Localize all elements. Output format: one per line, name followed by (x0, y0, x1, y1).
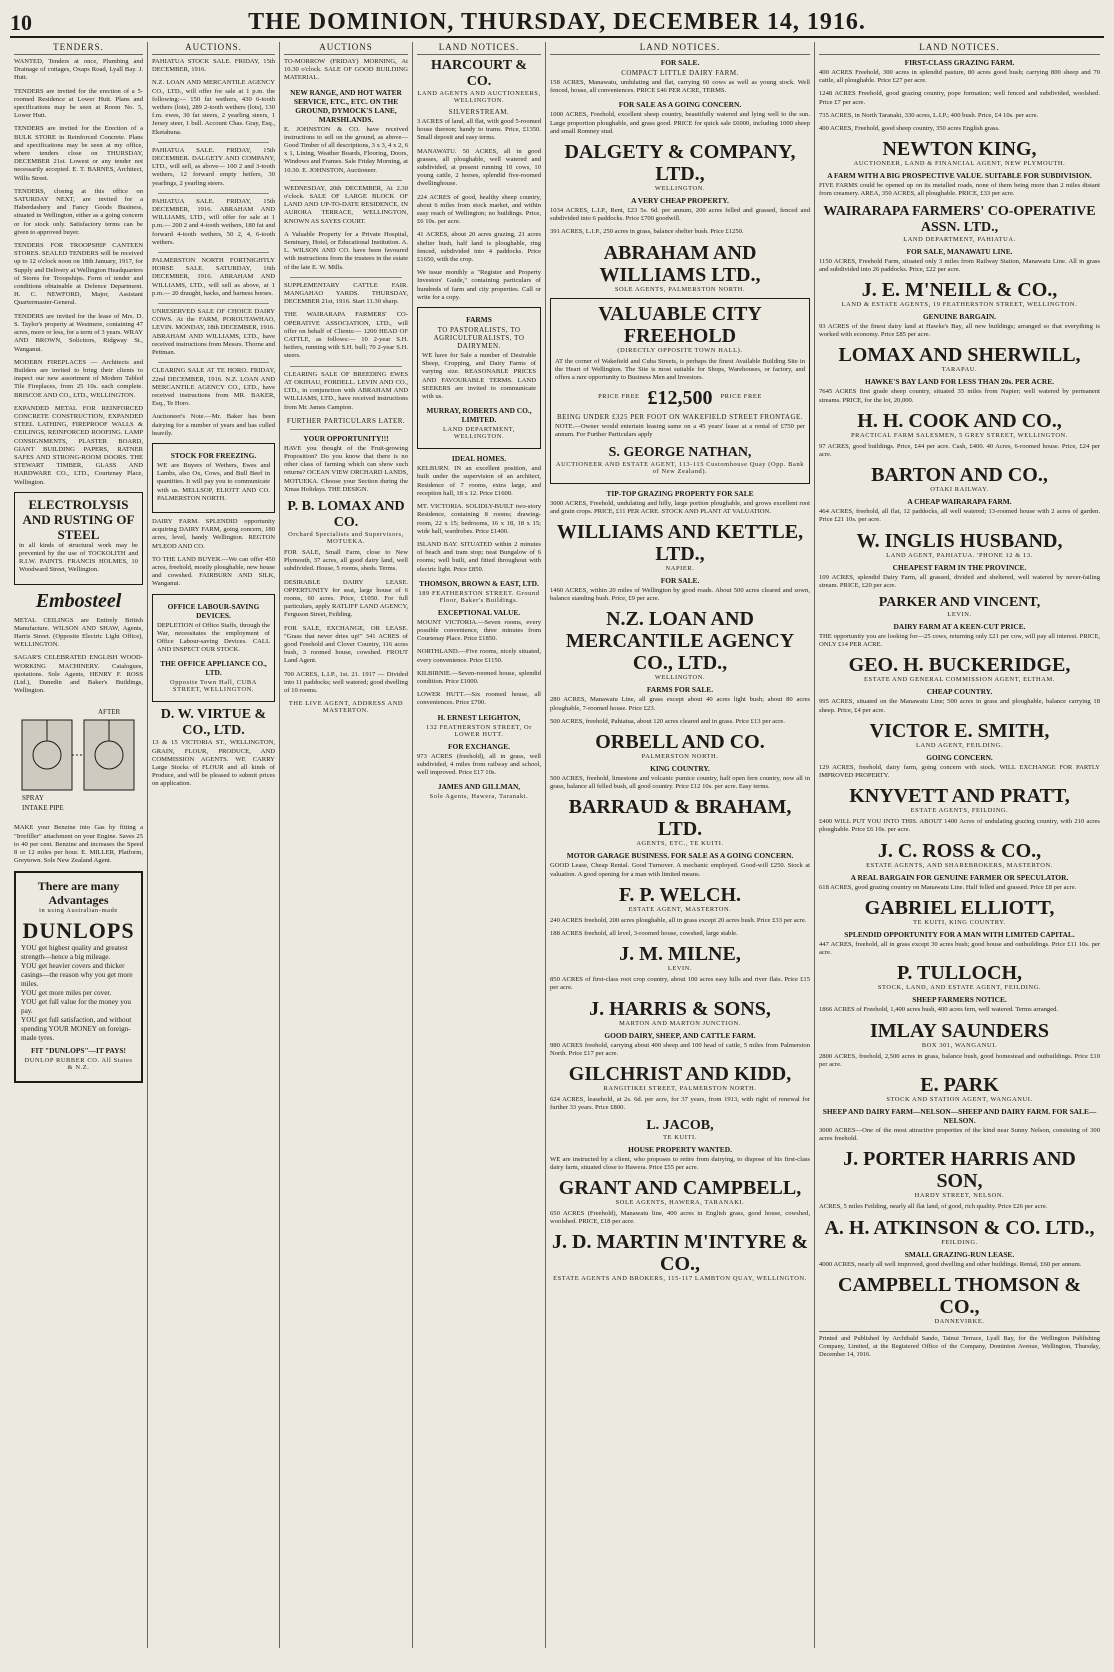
cheapest-body: 109 ACRES, splendid Dairy Farm, all grassed, divided and sheltered, well watered by never-failing stream. PRICE, £20 per acre. (819, 573, 1100, 589)
stock-ad (152, 443, 275, 513)
going-body: 129 ACRES, freehold, dairy farm, going concern with stock. WILL EXCHANGE FOR PARTLY IMPROVED PROPERTY. (819, 763, 1100, 780)
opportunity-title: YOUR OPPORTUNITY!!! (303, 433, 389, 443)
elliott-body: 618 ACRES, good grazing country on Manawatu Line. Half felled and grassed. Price £8 per acre. (819, 883, 1077, 891)
further-particulars: FURTHER PARTICULARS LATER. (286, 416, 406, 425)
park-firm: E. PARK (920, 1073, 999, 1096)
saunders-firm: IMLAY SAUNDERS (869, 1019, 1050, 1042)
grant-firm: GRANT AND CAMPBELL, (558, 1176, 802, 1199)
dunlop-point: YOU get highest quality and greatest strength—hence a big mileage. (21, 944, 128, 962)
sale-item: FOR SALE, Small Farm, close to New Plymouth, 37 acres, all good dairy land, well subdivided. House, 5 rooms, sheds. Terms. (284, 548, 408, 573)
jacob-body: 624 ACRES, leasehold, at 2s. 6d. per acre, for 37 years, from 1913, with right of renewal for further 33 years. Price £800. (550, 1096, 810, 1112)
tender-item: TENDERS FOR TROOPSHIP CANTEEN STORES. SEALED TENDERS will be received up to 12 o'clock noon on 18th January, 1917, for Supply and Delivery at Wellington Headquarters of Stores for Troopships. Form of tender and conditions obtainable at Defence Department. H. C. NEWFORD, Major, Assistant Quartermaster-General. (14, 242, 143, 307)
tulloch-title: SPLENDID OPPORTUNITY FOR A MAN WITH LIMITED CAPITAL. (844, 929, 1075, 939)
saunders-sub: BOX 301, WANGANUI. (921, 1041, 998, 1049)
campbell-firm: CAMPBELL THOMSON & CO., (838, 1273, 1081, 1318)
lomax-sub: Orchard Specialists and Supervisors, MOTUEKA. (288, 530, 404, 545)
house-title: HOUSE PROPERTY WANTED. (628, 1144, 732, 1154)
newspaper-page (10, 6, 1104, 1656)
tender-item: TENDERS are invited for the lease of Mrs. D. S. Taylor's property at Westmere, containing 47 acres, more or less, for a term of 3 years. WRAY AND BROWN, Solicitors, Ridgway St., Wanganui. (14, 312, 143, 353)
spray-illustration (14, 700, 143, 820)
price-free-right: PRICE FREE (720, 392, 762, 400)
dairy-body: THE opportunity you are looking for—25 cows, returning only £21 per cow, will pay all interest. PRICE, ONLY £14 PER ACRE. (819, 633, 1100, 649)
cheap-body: 464 ACRES, freehold, all flat, 12 paddocks, all well watered; 13-roomed house with 2 acres of garden. Price £21 10s. per acre. (819, 508, 1100, 524)
farms-ad (417, 307, 541, 449)
home-item: ISLAND BAY. SITUATED within 2 minutes of beach and tram stop; neat Bungalow of 6 rooms; well built, and fitted throughout with electric light. Price £850. (417, 540, 541, 573)
grazing-title: FIRST-CLASS GRAZING FARM. (904, 58, 1015, 67)
newspaper-title: THE DOMINION, THURSDAY, DECEMBER 14, 1916. (248, 9, 866, 35)
exc-item: NORTHLAND.—Five rooms, nicely situated, every convenience. Price £1150. (417, 648, 541, 664)
genuine-body: 93 ACRES of the finest dairy land at Hawke's Bay, all new buildings; arranged so that everything is worked with economy. Price £85 per acre. (819, 323, 1100, 339)
leighton-sub: 132 FEATHERSTON STREET, Or LOWER HUTT. (426, 723, 532, 738)
elliott-sub: TE KUITI, KING COUNTRY. (913, 918, 1006, 926)
exchange-body: 973 ACRES (freehold), all in grass, well subdivided, 4 miles from railway and school, well improved. Price £17 10s. (417, 752, 541, 776)
column-land-notices-3 (815, 42, 1104, 1648)
cheap-item: 391 ACRES, L.I.P., 250 acres in grass, balance shelter bush. Price £1250. (550, 228, 744, 236)
grazing-item: 735 ACRES, in North Taranaki, 330 acres, L.I.P.; 400 bush. Price, £4 10s. per acre. (819, 111, 1039, 119)
column-heading: AUCTIONS. (152, 42, 275, 55)
atkinson-firm: A. H. ATKINSON & CO. LTD., (824, 1216, 1095, 1239)
mintyre-sub: ESTATE AGENTS AND BROKERS, 115-117 LAMBTON QUAY, WELLINGTON. (553, 1275, 807, 1283)
land-item: We issue monthly a "Register and Property Investors' Guide," containing particulars of hundreds of farm and city properties. Call or write for a copy. (417, 269, 541, 301)
martell-body: 700 ACRES, L.I.P., 1st. 21. 1917 — Divided into 11 paddocks; well watered; good dwelling of 10 rooms. (284, 670, 408, 694)
valuable-title: VALUABLE CITY FREEHOLD (598, 302, 762, 347)
murray-sub: LAND DEPARTMENT, WELLINGTON. (442, 426, 516, 441)
cheap-title: A VERY CHEAP PROPERTY. (631, 196, 729, 206)
going-title: GOING CONCERN. (926, 752, 993, 762)
jacob-sub: TE KUITI. (663, 1133, 697, 1141)
king-body: 500 ACRES, freehold, limestone and volcanic pumice country, half open fern country, now all in grass, balance all felled bush, all good country. Price £12 10s. per acre. Easy terms. (550, 775, 810, 791)
leighton-firm: H. ERNEST LEIGHTON, (437, 712, 521, 722)
gillman-firm: JAMES AND GILLMAN, (437, 782, 521, 792)
campbell-body: 4000 ACRES, nearly all well improved, good dwelling and other buildings. Rental, £60 per annum. (819, 1260, 1082, 1268)
embosteel-body: METAL CEILINGS are Entirely British Manufacture. WILSON AND SHAW, Agents, Harris Street. (Opposite Electric Light Office), WELLINGTON. (14, 616, 143, 649)
wk-firm: WILLIAMS AND KETTLE, LTD., (556, 521, 804, 566)
pastoral-heading: TO PASTORALISTS, TO AGRICULTURALISTS, TO DAIRYMEN. (433, 326, 525, 351)
dalgety-sub: WELLINGTON. (654, 185, 706, 193)
thomson-sub: 189 FEATHERSTON STREET. Ground Floor, Baker's Buildings. (418, 589, 540, 604)
hb-body: 7645 ACRES first grade sheep country, situated 35 miles from Napier; well watered by permanent streams. PRICE, for the lot, 20,000. (819, 388, 1100, 404)
welch-firm: F. P. WELCH. (618, 883, 742, 906)
cheapc-title: CHEAP COUNTRY. (926, 687, 993, 697)
sale3-body: 1460 ACRES, within 20 miles of Wellington by good roads. About 500 acres cleared and sown, balance standing bush. Price, £9 per acre. (550, 587, 810, 603)
miller-ad: MAKE your Benzine into Gas by fitting a "Irrefiller" attachment on your Engine. Saves 25 to 40 per cent. Benzine and increases the Speed 8 or 12 miles per hour. E. MILLER, Platform, Greytown. Sole New Zealand Agent. (14, 824, 143, 865)
wk-sub: NAPIER. (665, 565, 695, 573)
barton-body: 97 ACRES, good buildings. Price, £44 per acre. Cash, £400. 40 Acres, 6-roomed house. Price, £24 per acre. (819, 442, 1100, 459)
milne-item: 240 ACRES freehold, 200 acres ploughable, all in grass except 20 acres bush. Price £33 per acre. (550, 916, 807, 924)
exc-item: LOWER HUTT.—Six roomed house, all conveniences. Price £700. (417, 691, 541, 707)
knyvett-firm: KNYVETT AND PRATT, (849, 785, 1070, 808)
dunlop-footer: DUNLOP RUBBER CO. All States & N.Z. (24, 1057, 133, 1072)
office-firm: THE OFFICE APPLIANCE CO., LTD. (160, 659, 267, 678)
column-heading: LAND NOTICES. (417, 42, 541, 55)
hb-title: HAWKE'S BAY LAND FOR LESS THAN 20s. PER ACRE. (864, 377, 1055, 387)
pastoral-body: WE have for Sale a number of Desirable Sheep, Cropping, and Dairy Farms of varying size. REASONABLE PRICES AND FAVOURABLE TERMS. LAND SEEKERS are invited to communicate with us. (422, 352, 536, 401)
sagar-ad: SAGAR'S CELEBRATED ENGLISH WOOD-WORKING MACHINERY. Catalogues, quotations. Sole Agents, HENRY F. ROSS (Ltd.), Dunedin and Baker's Buildings, Wellington. (14, 654, 143, 695)
tender-item: TENDERS, closing at this office on SATURDAY NEXT, are invited for a Haberdashery and Fancy Goods Business, situated in Wellington, either as a going concern or for stock only. Satisfactory terms can be given to approved buyer. (14, 187, 143, 236)
harris-body: 850 ACRES of first-class root crop country, about 100 acres easy hills and river flats. Price £15 per acre. (550, 976, 810, 992)
divider (158, 142, 269, 143)
electrolysis-ad (14, 492, 143, 585)
column-heading: LAND NOTICES. (550, 42, 810, 55)
cook-sub: PRACTICAL FARM SALESMEN, 5 GREY STREET, WELLINGTON. (851, 431, 1068, 439)
nzloan-sub: WELLINGTON. (654, 674, 706, 682)
atkinson-body: ACRES, 5 miles Feilding, nearly all flat land, of good, rich quality. Price £26 per acre. (819, 1203, 1048, 1211)
column-auctions-2 (280, 42, 413, 1648)
nathan-sub: AUCTIONEER AND ESTATE AGENT, 113-115 Customhouse Quay (Opp. Bank of New Zealand). (555, 460, 805, 475)
sale-body: 158 ACRES, Manawatu, undulating and flat, carrying 60 cows as well as young stock. Well fenced, house, all conveniences. PRICE £46 PER ACRE, TERMS. (550, 79, 810, 95)
harris-body: 3000 ACRES—One of the most attractive properties of the kind near Sunny Nelson, consisting of 300 acres freehold. (819, 1126, 1100, 1143)
park-sub: STOCK AND STATION AGENT, WANGANUI. (886, 1095, 1033, 1103)
elliott-firm: GABRIEL ELLIOTT, (864, 896, 1055, 919)
opportunity-body: HAVE you thought of the Fruit-growing Proposition? Do you know that there is no other class of farming which can show such returns? OCEAN VIEW ORCHARD LANDS, MOTUEKA. Choose your Section during the Xmas Holidays. THE DESIGN. (284, 444, 408, 493)
spray-label: SPRAY (22, 794, 44, 803)
tulloch-firm: P. TULLOCH, (896, 962, 1023, 985)
lomax-sub: TARAPAU. (941, 366, 978, 374)
sale-item: DESIRABLE DAIRY LEASE. OPPERTUNITY for seat, large house of 6 rooms, 60 acres. Price, £1050. For full particulars, apply RATLIFF LAND AGENCY, Ferguson Street, Feilding. (284, 578, 408, 619)
ideal-homes-title: IDEAL HOMES. (451, 454, 507, 464)
genuine-title: GENUINE BARGAIN. (922, 312, 997, 322)
sale-item: FOR SALE, EXCHANGE, OR LEASE. "Grass that never dries up!" 341 ACRES of good Freehold and Clover Country, 116 acres bush, 3 roomed house, cowshed. FROUT Land Agent. (284, 624, 408, 665)
electrolysis-title: ELECTROLYSIS AND RUSTING OF STEEL (22, 496, 135, 542)
sale3-title: FOR SALE. (660, 576, 700, 586)
divider (290, 277, 402, 278)
nathan-firm: S. GEORGE NATHAN, (608, 444, 752, 460)
milne-firm: J. M. MILNE, (619, 943, 741, 966)
after-label: AFTER (98, 708, 121, 717)
home-item: KELBURN. IN an excellent position, and built under the supervision of an architect, Residence of 7 rooms, extra large, and reception hall, 18 x 12. Price £1600. (417, 465, 541, 497)
milne-item: 188 ACRES freehold, all level, 3-roomed house, cowshed, large stable. (550, 930, 738, 938)
cheap-item: 1034 ACRES, L.I.P., Rent, £23 5s. 6d. per annum, 200 acres felled and grassed, fenced and subdivided into 6 paddocks. Price £700 goodwill. (550, 207, 810, 223)
parker-firm: PARKER AND VINCENT, (878, 595, 1041, 611)
sale-sub: COMPACT LITTLE DAIRY FARM. (621, 69, 739, 77)
office-title: OFFICE LABOUR-SAVING DEVICES. (167, 601, 260, 620)
cheapc-body: 995 ACRES, situated on the Manawatu Line; 500 acres in grass and ploughable, balance carrying 18 sheep. Price, £4 per acre. (819, 698, 1100, 714)
husband-sub: LAND AGENT, PAHIATUA. 'PHONE 12 & 13. (886, 551, 1033, 559)
exc-item: MOUNT VICTORIA.—Seven rooms, every possible convenience, three minutes from Courtenay Place. Price £1850. (417, 618, 541, 643)
column-tenders (10, 42, 148, 1648)
grant-sub: SOLE AGENTS, HAWERA, TARANAKI. (615, 1198, 745, 1206)
stock-title: STOCK FOR FREEZING. (170, 450, 257, 460)
barraud-firm: BARRAUD & BRAHAM, LTD. (568, 796, 792, 841)
sale-body: 1000 ACRES, Freehold, excellent sheep country, beautifully watered and lying well to the sun. Large proportion ploughable, and grass good. PRICE for quick sale £6000, including 1000 sheep and small Romney stud. (550, 111, 810, 135)
auction-item: THE WAIRARAPA FARMERS' CO-OPERATIVE ASSOCIATION, LTD., will offer on behalf of Clients:— 1200 HEAD OF CATTLE, as follows:— 10 2-year S.H. heifers, running with S.H. bull; 70 2-year S.H. steers. (284, 311, 408, 360)
welch-sub: ESTATE AGENT, MASTERTON. (628, 905, 732, 913)
auction-item: CLEARING SALE OF BREEDING EWES AT OKIHAU, FORDELL. LEVIN AND CO., LTD., in conjunction with ABRAHAM AND WILLIAMS, LTD., have received instructions from Mr. James Campion. (284, 370, 408, 411)
office-body: DEPLETION of Office Staffs, through the War, necessitates the employment of Office Labour-saving Devices. CALL AND INSPECT OUR STOCK. (157, 621, 270, 654)
farm-item: 500 ACRES, freehold, Pahiatua, about 120 acres cleared and in grass. Price £13 per acre. (550, 717, 785, 725)
column-land-notices-2 (546, 42, 815, 1648)
gillman-sub: Sole Agents, Hawera, Taranaki. (429, 793, 529, 801)
divider (158, 362, 269, 363)
ross-firm: J. C. ROSS & CO., (877, 839, 1042, 862)
wairarapa-sub: LAND DEPARTMENT, PAHIATUA. (903, 235, 1016, 243)
orbell-sub: PALMERSTON NORTH. (641, 753, 719, 761)
smith-sub: LAND AGENT, FEILDING. (915, 741, 1004, 749)
embosteel-logo: Embosteel (35, 589, 122, 612)
stock-body: WE are Buyers of Wethers, Ewes and Lambs, also Ox, Cows, and Bull Beef in quantities. It will pay you to communicate with us. MELLSOP, ELIOTT AND CO. PALMERSTON NORTH. (157, 461, 270, 502)
mcneill-sub: LAND & ESTATE AGENTS, 19 FEATHERSTON STREET, WELLINGTON. (841, 301, 1078, 309)
tiptop-body: 3000 ACRES, Freehold, undulating and hilly, large portion ploughable, and grows excellent root and grain crops. PRICE, £11 PER ACRE. STOCK AND PLANT AT VALUATION. (550, 499, 810, 515)
ross-sub: ESTATE AGENTS, AND SHAREBROKERS, MASTERTON. (866, 861, 1053, 869)
auction-item: E. JOHNSTON & CO. have received instructions to sell on the ground, as above— Good Timber of all descriptions, 3 x 3, 4 x 2, 6 x 1, Lining, Weather Boards, Flooring, Doors, Windows and Frames. Sale Friday Morning, at 10.30. E. JOHNSTON, Auctioneer. (284, 125, 408, 174)
tender-item: EXPANDED METAL FOR REINFORCED CONCRETE CONSTRUCTION, EXPANDED STEEL LATHING, FIREPROOF WALLS & CEILINGS, REINFORCED ROOFING. LAMP CONSIGNMENTS, PLASTER BOARD, GIANT BUILDING PAPERS, RATNER SAFES AND STRONG-ROOM DOORS. THE STEWART TIMBER, GLASS AND HARDWARE CO., LTD., Courtenay Place, Wellington. (14, 404, 143, 486)
abraham-sub: SOLE AGENTS, PALMERSTON NORTH. (614, 285, 746, 293)
land-item: 41 ACRES, about 20 acres grazing, 21 acres shelter bush, half land is ploughable, ring fenced, subdivided into 4 paddocks. Price £1650, with the crop. (417, 231, 541, 264)
gilchrist-body: 980 ACRES freehold, carrying about 400 sheep and 100 head of cattle, 5 miles from Palmerston North. Price £17 per acre. (550, 1041, 810, 1057)
auction-item: UNRESERVED SALE OF CHOICE DAIRY COWS. At the FARM, POROUTAWHAO, LEVIN. MONDAY, 18th DECEMBER, 1916. ABRAHAM AND WILLIAMS, LTD., have received instructions from Messrs. Thorne and Pettman. (152, 308, 275, 357)
virtue-body: 13 & 15 VICTORIA ST., WELLINGTON, GRAIN, FLOUR, PRODUCE, AND COMMISSION AGENTS. WE CARRY Large Stocks of FLOUR and all kinds of Produce, and will be pleased to submit prices on application. (152, 739, 275, 788)
masthead (10, 6, 1104, 38)
dunlop-point: YOU get heavier covers and thicker casings—the reason why you get more miles. (21, 962, 133, 989)
silverstream-heading: SILVERSTREAM. (448, 108, 510, 116)
auction-item: TO-MORROW (FRIDAY) MORNING, At 10.30 o'clock. SALE OF GOOD BUILDING MATERIAL. (284, 58, 408, 82)
buckeridge-firm: GEO. H. BUCKERIDGE, (848, 654, 1071, 677)
page-number: 10 (10, 10, 32, 35)
manawatu-title: FOR SALE, MANAWATU LINE. (906, 246, 1013, 256)
column-land-notices (413, 42, 546, 1648)
auction-item: A Valuable Property for a Private Hospital, Seminary, Hotel, or Educational Institution. A. L. WILSON AND CO. have been favoured with instructions from the trustees in the estate of the late E. W. Mills. (284, 230, 408, 271)
dunlop-slogan: FIT "DUNLOPS"—IT PAYS! (31, 1046, 126, 1056)
saunders-body: 1866 ACRES of Freehold, 1,400 acres bush, 400 acres fern, well watered. Terms arranged. (819, 1006, 1059, 1014)
campbell-title: SMALL GRAZING-RUN LEASE. (904, 1249, 1015, 1259)
column-heading: LAND NOTICES. (819, 42, 1100, 55)
harris-title: SHEEP AND DAIRY FARM—NELSON—SHEEP AND DAIRY FARM. FOR SALE—NELSON. (822, 1106, 1097, 1125)
divider (290, 366, 402, 367)
atkinson-sub: FEILDING. (941, 1238, 978, 1246)
barraud-sub: AGENTS, ETC., TE KUITI. (636, 840, 724, 848)
saunders-title: SHEEP FARMERS NOTICE. (912, 995, 1007, 1005)
martell-sub: THE LIVE AGENT, ADDRESS AND MASTERTON. (288, 700, 404, 715)
cheap-title: A CHEAP WAIRARAPA FARM. (907, 497, 1012, 507)
tender-item: MODERN FIREPLACES — Architects and Builders are invited to bring their clients to inspect our new assortment of Modern Tabled Tile Fireplaces, from 25 10s. each complete. BRISCOE AND CO., LTD., WELLINGTON. (14, 358, 143, 399)
harris-firm: J. PORTER HARRIS AND SON, (843, 1148, 1076, 1193)
sale-title: FOR SALE AS A GOING CONCERN. (618, 100, 742, 110)
divider (290, 180, 402, 181)
cook-firm: H. H. COOK AND CO., (857, 409, 1062, 432)
divider (158, 303, 269, 304)
buckeridge-sub: ESTATE AND GENERAL COMMISSION AGENT, ELTHAM. (864, 676, 1055, 684)
smith-firm: VICTOR E. SMITH, (869, 719, 1050, 742)
auction-item: SUPPLEMENTARY CATTLE FAIR. MANGAHAO YARDS. THURSDAY, DECEMBER 21st, 1916. Start 11.30 sharp. (284, 281, 408, 306)
imprint-footer: Printed and Published by Archibald Sando, Tainui Terrace, Lyall Bay, for the Wellington Publishing Company, Limited, at the Registered Office of the Company, Dominion Avenue, Wellington, Thursday, December 14, 1916. (819, 1331, 1100, 1359)
valuable-foot: BEING UNDER £325 PER FOOT ON WAKEFIELD STREET FRONTAGE. (556, 413, 804, 422)
divider (158, 252, 269, 253)
sale-title: FOR SALE. (660, 58, 700, 67)
lomax-firm: LOMAX AND SHERWILL, (838, 344, 1081, 367)
office-address: Opposite Town Hall, CUBA STREET, WELLINGTON. (170, 679, 257, 694)
office-ad (152, 594, 275, 703)
farm-item: 280 ACRES, Manawatu Line, all grass except about 40 acres light bush; about 80 acres ploughable, 7-roomed house. Price £23. (550, 696, 810, 712)
barton-firm: BARTON AND CO., (871, 464, 1048, 487)
mintyre-body: 650 ACRES (Freehold), Manawatu line, 400 acres in English grass, good house, cowshed, woolshed. PRICE, £18 per acre. (550, 1209, 810, 1226)
cheapest-title: CHEAPEST FARM IN THE PROVINCE. (892, 562, 1027, 572)
tulloch-body: 447 ACRES, freehold, all in grass except 30 acres bush; good house and outbuildings. Price £11 10s. per acre. (819, 940, 1100, 957)
prog-body: FIVE FARMS could be opened up on its metalled roads, none of them being more than 2 miles distant from creamery. AREA, 350 ACRES, all ploughable. PRICE, £33 per acre. (819, 182, 1100, 198)
exceptional-title: EXCEPTIONAL VALUE. (437, 607, 521, 617)
tender-item: WANTED, Tenders at once, Plumbing and Drainage of cottages, Oxaps Road, Lyall Bay. J. Hutt. (14, 58, 143, 82)
dunlop-sub: in using Australian-made (39, 907, 118, 915)
tender-item: TENDERS are invited for the Erection of a BULK STORE in Reinforced Concrete. Plans and specifications may be seen at my office, where tenders close on THURSDAY, DECEMBER 21st. Lowest or any tender not necessarily accepted. E. T. BARNES, Architect, Willis Street. (14, 125, 143, 182)
dunlop-brand: DUNLOPS (22, 918, 135, 944)
home-item: MT. VICTORIA. SOLIDLY-BUILT two-story Residence, containing 8 rooms; drawing-room, 22 x 15; bedrooms, 16 x 18, 18 x 15; wide hall, wardrobes. Price £1400. (417, 503, 541, 535)
valuable-sub: (DIRECTLY OPPOSITE TOWN HALL). (617, 346, 743, 354)
house-body: WE are instructed by a client, who proposes to retire from dairying, to dispose of his first-class dairy farm, situated close to Hawera. Price £55 per acre. (550, 1155, 810, 1171)
milne-sub: LEVIN. (667, 965, 693, 973)
husband-firm: W. INGLIS HUSBAND, (856, 529, 1063, 552)
auction-item: N.Z. LOAN AND MERCANTILE AGENCY CO., LTD., will offer for sale at 1 p.m. the following:— 150 fat wethers, 430 6-tooth wethers (lots), 289 2-tooth wethers (lots), 130 f.m. ewes, 30 fat steers, 2 yearling steers, 1 Jersey steer, 1 bull. Account Chas. Gray, Esq., Eketahuna. (152, 79, 275, 136)
lomax-firm: P. B. LOMAX AND CO. (287, 498, 405, 530)
park-body: 2800 ACRES, freehold, 2,500 acres in grass, balance bush, good homestead and outbuildings. Price £10 per acre. (819, 1052, 1100, 1068)
mcneill-firm: J. E. M'NEILL & CO., (861, 279, 1058, 302)
valuable-body: AT the corner of Wakefield and Cuba Streets, is perhaps the finest Available Building Site in the Heart of Wellington. The Site is most suitable for Shops, Warehouses, or factory, and offers a rare opportunity to Business Men and Investors. (555, 357, 805, 382)
column-heading: AUCTIONS (284, 42, 408, 55)
jacob-firm: L. JACOB, (646, 1117, 714, 1133)
tender-item: TENDERS are invited for the erection of a 5-roomed Residence at Lower Hutt. Plans and specifications may be seen at Room No. 5, Lower Hutt. (14, 87, 143, 120)
grazing-item: 400 ACRES, Freehold, good sheep country, 350 acres English grass. (819, 125, 1000, 133)
abraham-firm: ABRAHAM AND WILLIAMS LTD., (599, 241, 761, 286)
price-amount: £12,500 (647, 387, 713, 410)
land-item: 224 ACRES of good, healthy sheep country, about 6 miles from stock market, and within easy reach of Wellington; no buildings. Price, £6 10s. per acre. (417, 193, 541, 226)
exchange-title: FOR EXCHANGE. (447, 741, 510, 751)
dunlop-heading: There are many Advantages (37, 879, 120, 908)
dunlop-point: YOU get full value for the money you pay. (21, 998, 131, 1016)
mintyre-firm: J. D. MARTIN M'INTYRE & CO., (552, 1231, 808, 1276)
dunlop-point: YOU get full satisfaction, and without spending YOUR MONEY on foreign-made tyres. (21, 1016, 132, 1043)
elliott-title: A REAL BARGAIN FOR GENUINE FARMER OR SPECULATOR. (850, 872, 1069, 882)
auction-item: CLEARING SALE AT TE HORO. FRIDAY, 22nd DECEMBER, 1916. N.Z. LOAN AND MERCANTILE AGENCY CO., LTD., have received instructions from MR. BAKER, Esq., Te Horo. (152, 367, 275, 408)
harcourt-firm: HARCOURT & CO. (430, 58, 528, 89)
tulloch-sub: STOCK, LAND, AND ESTATE AGENT, FEILDING. (877, 984, 1042, 992)
farms-title: FARMS FOR SALE. (646, 685, 714, 695)
exc-item: KILBIRNIE.—Seven-roomed house, splendid condition. Price £1000. (417, 669, 541, 685)
column-heading: TENDERS. (14, 42, 143, 55)
auction-item: WEDNESDAY, 20th DECEMBER, At 2.30 o'clock. SALE OF LARGE BLOCK OF LAND AND UP-TO-DATE RESIDENCE, IN AURORA TERRACE, WELLINGTON, KNOWN AS SAYES COURT. (284, 184, 408, 225)
ross-body: £400 WILL PUT YOU INTO THIS. ABOUT 1400 Acres of undulating grazing country, with 210 acres ploughable. Price £6 10s. per acre. (819, 818, 1100, 834)
auction-item: PAHIATUA STOCK SALE. FRIDAY, 15th DECEMBER, 1916. (152, 58, 275, 74)
parker-sub: LEVIN. (947, 611, 972, 619)
gilchrist-title: GOOD DAIRY, SHEEP, AND CATTLE FARM. (604, 1030, 756, 1040)
dunlop-point: YOU get more miles per cover. (21, 989, 112, 998)
tender-ad: TO THE LAND BUYER.—We can offer 450 acres, freehold, mostly ploughable, new house and cowshed. FAIRBURN AND SILK, Wanganui. (152, 555, 275, 588)
motor-body: GOOD Lease, Cheap Rental. Good Turnover. A mechanic employed. Good-will £250. Stock at valuation. A good opening for a man with limited means. (550, 862, 810, 878)
divider (290, 429, 402, 430)
dunlop-ad (14, 871, 143, 1083)
farms-title: FARMS (466, 315, 492, 325)
campbell-sub: DANNEVIRKE. (934, 1317, 985, 1325)
dairy-ad: DAIRY FARM. SPLENDID opportunity acquiring DAIRY FARM, going concern, 180 acres, level, handy Wellington. REGTON M'LEOD AND CO. (152, 517, 275, 550)
newton-firm: NEWTON KING, (882, 138, 1037, 161)
harcourt-sub: LAND AGENTS AND AUCTIONEERS, WELLINGTON. (417, 90, 541, 104)
nzloan-firm: N.Z. LOAN AND MERCANTILE AGENCY CO., LTD., (565, 608, 795, 675)
land-item: MANAWATU. 50 ACRES, all in good grasses, all ploughable, well watered and subdivided, at present running 10 cows, 10 young cattle, 2 horses, splendid five-roomed dwellinghouse. (417, 147, 541, 188)
gilchrist-sub: RANGITIKEI STREET, PALMERSTON NORTH. (603, 1085, 757, 1093)
auction-item: PAHIATUA SALE. FRIDAY, 15th DECEMBER, 1916. ABRAHAM AND WILLIAMS, LTD., will offer for sale at 1 p.m.— 200 2 and 4-tooth wethers, 180 fat and forward 4-tooth wethers, 50 2, 4, 6-tooth wethers. (152, 197, 275, 246)
tiptop-title: TIP-TOP GRAZING PROPERTY FOR SALE (606, 488, 754, 498)
newton-sub: AUCTIONEER, LAND & FINANCIAL AGENT, NEW PLYMOUTH. (853, 160, 1066, 168)
auction-item: NEW RANGE, AND HOT WATER SERVICE, ETC., ETC. ON THE GROUND, DYMOCK'S LANE, MARSHLANDS. (290, 87, 402, 124)
divider (158, 193, 269, 194)
price-row (555, 387, 805, 409)
engine-diagram-icon (14, 700, 142, 820)
column-auctions (148, 42, 280, 1648)
valuable-note: NOTE.—Owner would entertain leasing same on a 45 years' lease at a rental of £750 per annum. For Further Particulars apply (555, 423, 805, 439)
valuable-freehold-ad (550, 298, 810, 484)
dalgety-firm: DALGETY & COMPANY, LTD., (564, 141, 796, 186)
electrolysis-body: in all kinds of structural work may be prevented by the use of TOCKOLITH and R.I.W. PAINTS. FRANCIS HOLMES, 10 Woodward Street, Wellington. (19, 541, 138, 574)
barton-sub: OTAKI RAILWAY. (930, 486, 989, 494)
land-item: 3 ACRES of land, all flat, with good 5-roomed house thereon; handy to trams. Price, £1350. Small deposit and easy terms. (417, 118, 541, 142)
wairarapa-firm: WAIRARAPA FARMERS' CO-OPERATIVE ASSN. LTD., (823, 203, 1096, 235)
harris-sub: HARDY STREET, NELSON. (914, 1192, 1005, 1200)
auction-item: PALMERSTON NORTH FORTNIGHTLY HORSE SALE. SATURDAY, 16th DECEMBER, 1916. ABRAHAM AND WILLIAMS, LTD., will sell as above, at 1 p.m.— 20 draught, hacks, and harness horses. (152, 257, 275, 297)
intake-label: INTAKE PIPE (22, 804, 64, 813)
grazing-item: 400 ACRES Freehold, 300 acres in splendid pasture, 80 acres good bush; carrying 800 sheep and 70 cattle, all ploughable. Price £27 per acre. (819, 69, 1100, 85)
orbell-firm: ORBELL AND CO. (595, 731, 765, 754)
virtue-firm: D. W. VIRTUE & CO., LTD. (160, 707, 267, 739)
harris-sub: MARTON AND MARTON JUNCTION. (619, 1019, 741, 1027)
knyvett-sub: ESTATE AGENTS, FEILDING. (910, 807, 1009, 815)
prog-title: A FARM WITH A BIG PROSPECTIVE VALUE. SUITABLE FOR SUBDIVISION. (827, 171, 1092, 181)
king-title: KING COUNTRY. (650, 764, 710, 774)
auction-item: PAHIATUA SALE. FRIDAY, 15th DECEMBER. DALGETY AND COMPANY, LTD., will sell, as above— 100 2 and 3-tooth wethers, 12 forward empty heifers, 30 yearlings, 2 yearling steers. (152, 146, 275, 187)
gilchrist-firm: GILCHRIST AND KIDD, (568, 1063, 792, 1086)
price-free-left: PRICE FREE (598, 392, 640, 400)
grazing-item: 1248 ACRES Freehold, good grazing country, pope formation; well fenced and subdivided, woolshed. Price £7 per acre. (819, 90, 1100, 106)
harris-firm: J. HARRIS & SONS, (589, 997, 771, 1020)
murray-firm: MURRAY, ROBERTS AND CO., LIMITED. (426, 406, 532, 425)
manawatu-body: 1150 ACRES, Freehold Farm, situated only 3 miles from Railway Station, Manawatu Line. All in grass and subdivided into 26 paddocks. Price, £22 per acre. (819, 257, 1100, 273)
auction-item: Auctioneer's Note.—Mr. Baker has been dairying for a number of years and has culled heavily. (152, 413, 275, 437)
thomson-firm: THOMSON, BROWN & EAST, LTD. (419, 578, 539, 588)
dairy-title: DAIRY FARM AT A KEEN-CUT PRICE. (893, 622, 1026, 632)
motor-title: MOTOR GARAGE BUSINESS. FOR SALE AS A GOING CONCERN. (566, 851, 794, 861)
